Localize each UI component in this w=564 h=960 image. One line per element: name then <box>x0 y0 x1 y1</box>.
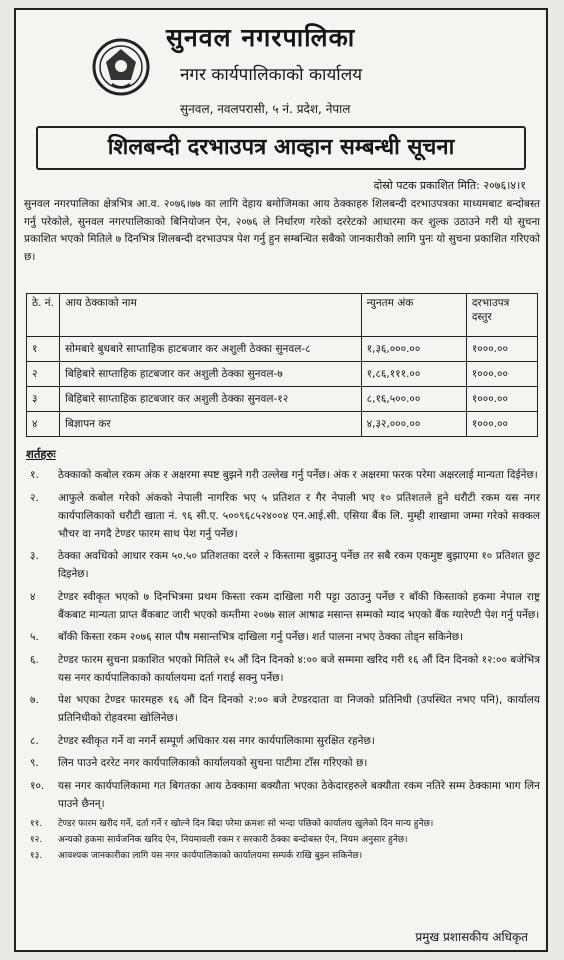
office-subtitle: नगर कार्यपालिकाको कार्यालय <box>180 65 363 85</box>
term-number: २. <box>30 491 39 504</box>
list-item <box>24 628 540 646</box>
term-number: १०. <box>30 779 45 792</box>
term-number: ३. <box>30 550 39 562</box>
list-item <box>24 466 540 484</box>
col-header-fee: दरभाउपत्र दस्तुर <box>466 294 537 337</box>
term-text: टेण्डर स्वीकृत भएको ७ दिनभित्रमा प्रथम किस्ता रकम दाखिला गरी पट्टा उठाउनु पर्नेछ र बाँकी किस्ताको हकमा नेपाल राष्ट्र बैंकबाट मान्यता प्राप्त बैंकबाट जारी भएको कम्तीमा २०७७ साल आषाढ मसान्त सम्मको म्याद भएको बैंक ग्यारेण्टी पेश गर्नु पर्नेछ। <box>58 590 540 621</box>
list-item <box>24 732 540 750</box>
col-header-min-amount: न्युनतम अंक <box>361 294 466 337</box>
term-text: पेश भएका टेण्डर फारमहरु १६ औं दिन दिनको २:०० बजे टेण्डरदाता वा निजको प्रतिनिधी (उपस्थित नभए पनि), कार्यालय प्रतिनिधीको रोहवरमा खोलिनेछ। <box>58 694 540 724</box>
list-item <box>24 547 540 583</box>
signatory-title: प्रमुख प्रशासकीय अधिकृत <box>415 930 528 944</box>
cell-fee: १०००.०० <box>466 412 537 437</box>
term-text: टेण्डर फारम सुचना प्रकाशित भएको मितिले १५ औं दिन दिनको ४:०० बजे सम्ममा खरिद गरी १६ औं दिन दिनको १२:०० बजेभित्र यस नगर कार्यपालिकाको कार्यालयमा दर्ता गराई सक्नु पर्नेछ। <box>58 653 540 684</box>
municipality-title: सुनवल नगरपालिका <box>166 23 356 52</box>
terms-heading: शर्तहरुः <box>26 447 56 461</box>
intro-paragraph: सुनवल नगरपालिका क्षेत्रभित्र आ.व. २०७६।७७ का लागि देहाय बमोजिमका आय ठेक्काहरु शिलबन्दी दरभाउपत्रका माध्यमबाट बन्दोबस्त गर्नु परेकोले, सुनवल नगरपालिकाको बिनियोजन ऐन, २०७६ ले निर्धारण गरेको दररेटको आधारमा कर शुल्क उठाउने गरी यो सुचना प्रकाशित भएको मितिले ७ दिनभित्र शिलबन्दी दरभाउपत्र पेश गर्नु हुन सम्बन्धित सबैको जानकारीको लागि पुनः यो सुचना प्रकाशित गरिएको छ। <box>24 198 540 263</box>
cell-min-amount: ४,३२,०००.०० <box>361 412 466 437</box>
list-item <box>24 817 540 831</box>
table-header-row <box>27 294 538 337</box>
term-number: ७. <box>30 694 39 706</box>
cell-name: बिज्ञापन कर <box>60 412 362 437</box>
cell-sn: ३ <box>27 387 60 412</box>
term-number: १२. <box>30 835 43 845</box>
government-emblem-icon <box>92 38 150 96</box>
term-number: ६. <box>30 653 39 666</box>
list-item <box>24 849 540 863</box>
term-number: ११. <box>30 819 43 829</box>
list-item <box>24 588 540 624</box>
term-text: टेण्डर स्वीकृत गर्ने वा नगर्ने सम्पूर्ण अधिकार यस नगर कार्यपालिकामा सुरक्षित रहनेछ। <box>58 734 375 747</box>
list-item <box>24 651 540 687</box>
cell-fee: १०००.०० <box>466 387 537 412</box>
list-item <box>24 754 540 772</box>
list-item <box>24 489 540 543</box>
cell-sn: १ <box>27 337 60 362</box>
term-number: ९. <box>30 757 39 769</box>
list-item <box>24 777 540 813</box>
term-text: अन्यको हकमा सार्वजनिक खरिद ऐन, नियमावली रकम र सरकारी ठेक्का बन्दोबस्त ऐन, नियम अनुसार हुनेछ। <box>58 835 408 845</box>
cell-name: बिहिबारे साप्ताहिक हाटबजार कर अशुली ठेक्का सुनवल-७ <box>60 362 362 387</box>
term-text: बाँकी किस्ता रकम २०७६ साल पौष मसान्तभित्र दाखिला गर्नु पर्नेछ। शर्त पालना नभए ठेक्का तोड्न सकिनेछ। <box>58 631 464 643</box>
notice-title: शिलबन्दी दरभाउपत्र आव्हान सम्बन्धी सूचना <box>36 126 526 170</box>
col-header-name: आय ठेक्काको नाम <box>60 294 362 337</box>
term-text: टेण्डर फारम खरीद गर्ने, दर्ता गर्ने र खोल्ने दिन बिदा परेमा क्रमशः सो भन्दा पछिको कार्यालय खुलेको दिन मान्य हुनेछ। <box>58 819 434 829</box>
published-date: दोस्रो पटक प्रकाशित मिति: २०७६।४।१ <box>373 179 526 192</box>
cell-min-amount: १,८६,१११.०० <box>361 362 466 387</box>
list-item <box>24 833 540 847</box>
term-text: ठेक्काको कबोल रकम अंक र अक्षरमा स्पष्ट बुझने गरी उल्लेख गर्नु पर्नेछ। अंक र अक्षरमा फरक परेमा अक्षरलाई मान्यता दिईनेछ। <box>58 469 538 481</box>
notice-header <box>16 10 546 126</box>
term-text: ठेक्का अवधिको आधार रकम ५०.५० प्रतिशतका दरले २ किस्तामा बुझाउनु पर्नेछ तर सबै रकम एकमुष्ट बुझाएमा १० प्रतिशत छुट दिइनेछ। <box>58 550 540 580</box>
term-text: आवश्यक जानकारीका लागि यस नगर कार्यपालिकाको कार्यालयमा सम्पर्क राखि बुझ्न सकिनेछ। <box>58 851 363 861</box>
term-number: ८. <box>30 734 39 747</box>
list-item <box>24 691 540 727</box>
cell-min-amount: १,३६,०००.०० <box>361 337 466 362</box>
table-row <box>27 362 538 387</box>
term-number: १३. <box>30 851 43 861</box>
notice-sheet <box>14 8 548 952</box>
term-text: यस नगर कार्यपालिकामा गत बिगतका आय ठेक्कामा बक्यौता भएका ठेकेदारहरुले बक्यौता रकम नतिरे सम्म ठेक्कामा भाग लिन पाउने छैनन्। <box>58 779 540 810</box>
term-number: १. <box>30 469 39 481</box>
cell-sn: ४ <box>27 412 60 437</box>
tender-table <box>26 293 538 437</box>
term-number: ५. <box>30 631 39 643</box>
cell-name: बिहिबारे साप्ताहिक हाटबजार कर अशुली ठेक्का सुनवल-१२ <box>60 387 362 412</box>
cell-fee: १०००.०० <box>466 362 537 387</box>
cell-min-amount: ८,१६,५००.०० <box>361 387 466 412</box>
cell-name: सोमबारे बुधबारे साप्ताहिक हाटबजार कर अशुली ठेक्का सुनवल-८ <box>60 337 362 362</box>
cell-fee: १०००.०० <box>466 337 537 362</box>
terms-list <box>24 466 540 865</box>
table-row <box>27 387 538 412</box>
term-text: लिन पाउने दररेट नगर कार्यपालिकाको कार्यालयको सुचना पाटीमा टाँस गरिएको छ। <box>58 757 368 769</box>
office-address: सुनवल, नवलपरासी, ५ नं. प्रदेश, नेपाल <box>180 102 351 116</box>
table-row <box>27 337 538 362</box>
cell-sn: २ <box>27 362 60 387</box>
col-header-sn: ठे. नं. <box>27 294 60 337</box>
table-row <box>27 412 538 437</box>
term-number: ४ <box>30 590 36 603</box>
term-text: आफुले कबोल गरेको अंकको नेपाली नागरिक भए ५ प्रतिशत र गैर नेपाली भए १० प्रतिशतले हुने धरौटी रकम यस नगर कार्यपालिकाको धरौटी खाता नं. ९६ सी.ए. ५००९६८५२४००४ एन.आई.सी. एसिया बैंक लि. मुम्ही शाखामा जम्मा गरेको सक्कल भौचर वा नगदै टेण्डर फारम साथ पेश गर्नु पर्नेछ। <box>58 491 540 540</box>
